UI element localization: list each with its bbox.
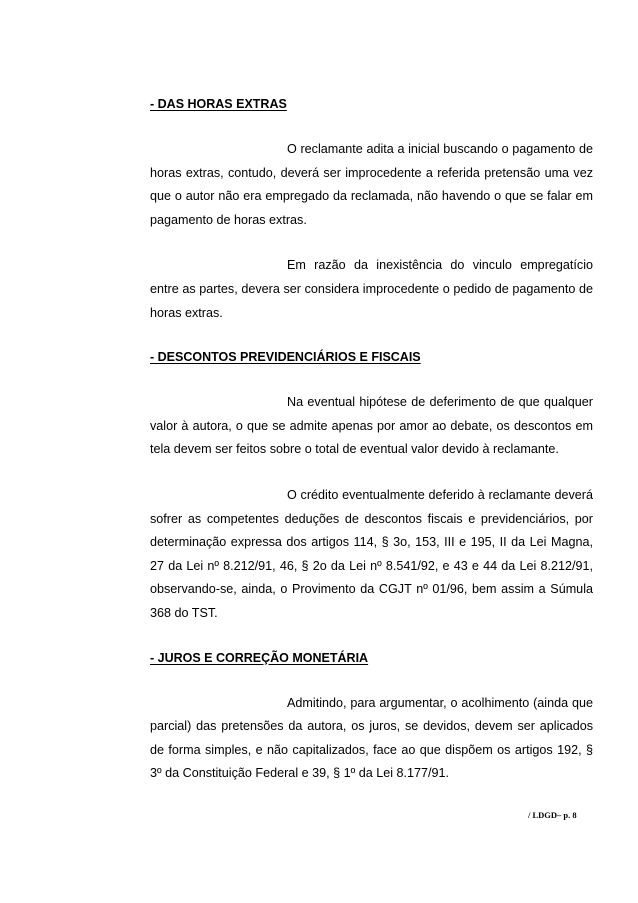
paragraph: O reclamante adita a inicial buscando o pagamento de horas extras, contudo, deverá ser improcedente a referida pretensão uma vez que o autor não era empregado da reclamada, não havendo o que se falar em pagamento de horas extras.	[150, 142, 593, 227]
paragraph: Na eventual hipótese de deferimento de que qualquer valor à autora, o que se admite apenas por amor ao debate, os descontos em tela devem ser feitos sobre o total de eventual valor devido à reclamante.	[150, 395, 593, 457]
paragraph: Admitindo, para argumentar, o acolhimento (ainda que parcial) das pretensões da autora, os juros, se devidos, devem ser aplicados de forma simples, e não capitalizados, face ao que dispõem os artigos 192, § 3º da Constituição Federal e 39, § 1º da Lei 8.177/91.	[150, 695, 593, 781]
page-footer: / LDGD– p. 8	[528, 810, 577, 820]
section-heading-juros: - JUROS E CORREÇÃO MONETÁRIA	[150, 650, 369, 665]
section-heading-horas-extras: - DAS HORAS EXTRAS	[150, 97, 287, 111]
paragraph: O crédito eventualmente deferido à reclamante deverá sofrer as competentes deduções de descontos fiscais e previdenciários, por determinação expressa dos artigos 114, § 3o, 153, III e 195, II da Lei Magna, 27 da Lei nº 8.212/91, 46, § 2o da Lei nº 8.541/92, e 43 e 44 da Lei 8.212/91, observando-se, ainda, o Provimento da CGJT nº 01/96, bem assim a Súmula 368 do TST.	[150, 487, 593, 620]
document-page	[150, 93, 593, 786]
paragraph: Em razão da inexistência do vinculo empregatício entre as partes, devera ser considera improcedente o pedido de pagamento de horas extras.	[150, 258, 593, 320]
section-heading-descontos: - DESCONTOS PREVIDENCIÁRIOS E FISCAIS	[150, 350, 421, 365]
